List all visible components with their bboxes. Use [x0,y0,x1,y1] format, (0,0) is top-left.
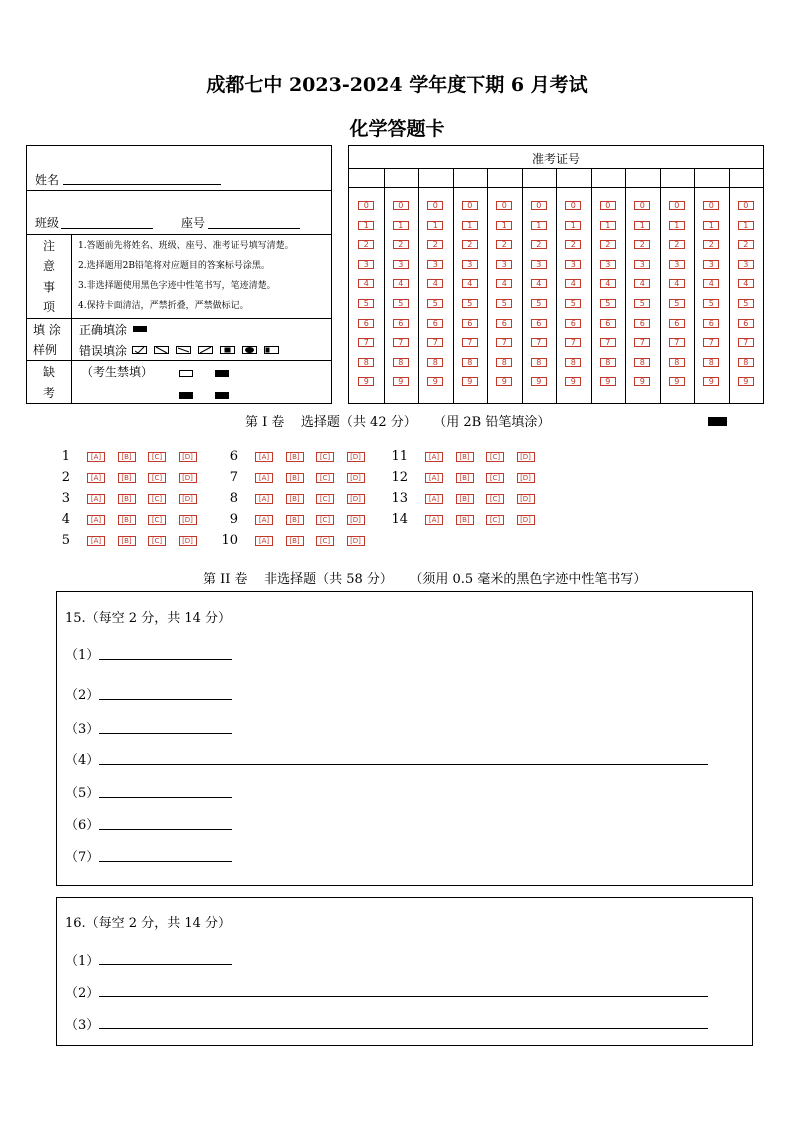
exam-id-digit-bubble[interactable]: 0 [565,201,581,210]
exam-id-digit-bubble[interactable]: 8 [427,358,443,367]
answer-bubble-d[interactable]: [D] [517,452,535,462]
exam-id-grid [349,168,763,403]
sample-title-1: 填 涂 [33,323,61,337]
wrong-mark-check [133,347,147,354]
exam-id-digit-bubble[interactable]: 0 [738,201,754,210]
exam-id-digit-bubble[interactable]: 0 [669,201,685,210]
exam-id-digit-bubble[interactable]: 1 [427,221,443,230]
exam-id-digit-bubble[interactable]: 4 [565,279,581,288]
exam-id-digit-bubble[interactable]: 0 [358,201,374,210]
exam-id-digit-bubble[interactable]: 3 [669,260,685,269]
exam-id-digit-bubble[interactable]: 0 [703,201,719,210]
answer-bubble-a[interactable]: [A] [87,473,105,483]
notes-title-char: 项 [43,300,56,314]
exam-id-write-cell[interactable] [453,168,488,188]
exam-id-digit-bubble[interactable]: 6 [669,319,685,328]
name-label: 姓名 [35,173,60,187]
q15-part-label: （1） [65,648,100,663]
exam-id-column-divider [418,188,419,403]
question-number: 9 [229,512,238,527]
q16-answer-line[interactable] [99,964,232,965]
exam-id-digit-bubble[interactable]: 6 [358,319,374,328]
exam-id-digit-bubble[interactable]: 4 [358,279,374,288]
exam-id-digit-bubble[interactable]: 9 [669,377,685,386]
answer-bubble-a[interactable]: [A] [425,515,443,525]
sample-title-2: 样例 [33,343,58,357]
note-item: 2.选择题用2B铅笔将对应题目的答案标号涂黑。 [78,261,270,271]
answer-bubble-b[interactable]: [B] [118,452,136,462]
absent-row [27,360,331,403]
exam-id-digit-bubble[interactable]: 5 [393,299,409,308]
exam-id-digit-bubble[interactable]: 8 [496,358,512,367]
answer-bubble-b[interactable]: [B] [286,473,304,483]
answer-bubble-d[interactable]: [D] [179,473,197,483]
q16-answer-line[interactable] [99,1028,708,1029]
exam-id-digit-bubble[interactable]: 3 [393,260,409,269]
answer-bubble-d[interactable]: [D] [347,515,365,525]
exam-id-box [348,145,764,404]
exam-id-digit-bubble[interactable]: 9 [738,377,754,386]
notes-row [27,234,331,319]
exam-id-digit-bubble[interactable]: 8 [634,358,650,367]
exam-id-digit-bubble[interactable]: 3 [496,260,512,269]
q15-answer-box [56,591,753,886]
class-label: 班级 [35,216,60,230]
exam-id-digit-bubble[interactable]: 2 [496,240,512,249]
answer-bubble-d[interactable]: [D] [179,536,197,546]
absent-note: （考生禁填） [81,365,154,379]
answer-bubble-a[interactable]: [A] [87,452,105,462]
answer-bubble-d[interactable]: [D] [179,452,197,462]
question-number: 3 [61,491,70,506]
q16-part-label: （1） [65,954,100,969]
exam-id-digit-bubble[interactable]: 6 [462,319,478,328]
exam-id-digit-bubble[interactable]: 5 [358,299,374,308]
question-number: 10 [221,533,238,548]
exam-id-digit-bubble[interactable]: 6 [703,319,719,328]
answer-bubble-b[interactable]: [B] [286,494,304,504]
section1-marker [708,417,727,426]
answer-bubble-c[interactable]: [C] [148,473,166,483]
q15-answer-line[interactable] [99,797,232,798]
answer-bubble-c[interactable]: [C] [486,515,504,525]
notes-title-char: 注 [43,239,56,253]
answer-bubble-d[interactable]: [D] [179,515,197,525]
answer-bubble-b[interactable]: [B] [456,473,474,483]
absent-marker [179,392,193,399]
exam-id-digit-bubble[interactable]: 3 [703,260,719,269]
exam-id-digit-bubble[interactable]: 1 [634,221,650,230]
exam-id-digit-bubble[interactable]: 1 [462,221,478,230]
exam-id-digit-bubble[interactable]: 4 [703,279,719,288]
wrong-fill-samples [132,345,302,355]
absent-title-char: 缺 [43,365,56,379]
exam-id-digit-bubble[interactable]: 4 [669,279,685,288]
absent-title-cell [27,360,72,403]
name-row [27,146,331,191]
exam-id-digit-bubble[interactable]: 0 [600,201,616,210]
answer-bubble-a[interactable]: [A] [255,452,273,462]
answer-bubble-a[interactable]: [A] [255,515,273,525]
exam-id-digit-bubble[interactable]: 9 [703,377,719,386]
q16-part-label: （2） [65,986,100,1001]
question-number: 11 [391,449,408,464]
q15-answer-line[interactable] [99,829,232,830]
absent-marker [215,392,229,399]
exam-id-digit-bubble[interactable]: 5 [531,299,547,308]
answer-bubble-b[interactable]: [B] [286,515,304,525]
exam-id-digit-bubble[interactable]: 0 [462,201,478,210]
answer-bubble-c[interactable]: [C] [316,515,334,525]
exam-id-digit-bubble[interactable]: 7 [565,338,581,347]
answer-bubble-b[interactable]: [B] [286,536,304,546]
question-number: 5 [61,533,70,548]
class-field[interactable] [61,228,153,229]
exam-id-digit-bubble[interactable]: 2 [531,240,547,249]
exam-id-digit-bubble[interactable]: 3 [634,260,650,269]
answer-bubble-c[interactable]: [C] [148,536,166,546]
exam-id-digit-bubble[interactable]: 5 [600,299,616,308]
answer-bubble-c[interactable]: [C] [316,473,334,483]
answer-bubble-b[interactable]: [B] [118,494,136,504]
exam-id-write-cell[interactable] [522,168,557,188]
exam-id-digit-bubble[interactable]: 2 [565,240,581,249]
exam-id-digit-bubble[interactable]: 5 [738,299,754,308]
notes-title-char: 意 [43,259,56,273]
answer-bubble-c[interactable]: [C] [486,473,504,483]
exam-id-write-cell[interactable] [694,168,729,188]
exam-id-digit-bubble[interactable]: 6 [565,319,581,328]
exam-id-digit-bubble[interactable]: 2 [462,240,478,249]
answer-bubble-b[interactable]: [B] [456,515,474,525]
section2-title: 第 II 卷 非选择题（共 58 分） （须用 0.5 毫米的黑色字迹中性笔书写） [203,572,647,587]
seat-label: 座号 [181,216,206,230]
exam-id-digit-bubble[interactable]: 1 [703,221,719,230]
answer-bubble-a[interactable]: [A] [87,494,105,504]
q15-part-label: （4） [65,753,100,768]
absent-fill-box[interactable] [179,370,193,377]
q16-answer-box [56,897,753,1046]
absent-title-char: 考 [43,386,56,400]
exam-id-digit-bubble[interactable]: 1 [358,221,374,230]
question-number: 7 [229,470,238,485]
q15-answer-line[interactable] [99,699,232,700]
exam-id-digit-bubble[interactable]: 2 [634,240,650,249]
exam-id-column-divider [556,188,557,403]
answer-bubble-d[interactable]: [D] [517,494,535,504]
section1-title: 第 I 卷 选择题（共 42 分） （用 2B 铅笔填涂） [245,415,551,430]
answer-bubble-a[interactable]: [A] [255,494,273,504]
exam-id-column-divider [453,188,454,403]
exam-id-digit-bubble[interactable]: 0 [427,201,443,210]
exam-id-digit-bubble[interactable]: 6 [634,319,650,328]
exam-id-digit-bubble[interactable]: 2 [669,240,685,249]
exam-id-digit-bubble[interactable]: 4 [600,279,616,288]
q15-part-label: （5） [65,786,100,801]
exam-id-digit-bubble[interactable]: 9 [531,377,547,386]
question-number: 1 [61,449,70,464]
exam-id-digit-bubble[interactable]: 3 [565,260,581,269]
q16-part-label: （3） [65,1018,100,1033]
answer-bubble-c[interactable]: [C] [316,452,334,462]
exam-id-digit-bubble[interactable]: 1 [738,221,754,230]
q15-answer-line[interactable] [99,733,232,734]
exam-id-digit-bubble[interactable]: 1 [531,221,547,230]
answer-bubble-a[interactable]: [A] [255,536,273,546]
exam-id-digit-bubble[interactable]: 4 [496,279,512,288]
exam-id-digit-bubble[interactable]: 9 [496,377,512,386]
exam-id-digit-bubble[interactable]: 2 [393,240,409,249]
q16-header: 16.（每空 2 分，共 14 分） [65,916,232,931]
exam-id-digit-bubble[interactable]: 9 [393,377,409,386]
answer-bubble-d[interactable]: [D] [347,536,365,546]
exam-id-column-divider [729,188,730,403]
exam-id-digit-bubble[interactable]: 7 [669,338,685,347]
question-number: 8 [229,491,238,506]
exam-id-digit-bubble[interactable]: 6 [600,319,616,328]
exam-id-write-cell[interactable] [556,168,591,188]
note-item: 4.保持卡面清洁，严禁折叠，严禁做标记。 [78,301,249,311]
exam-id-digit-bubble[interactable]: 7 [358,338,374,347]
answer-bubble-a[interactable]: [A] [87,536,105,546]
exam-id-digit-bubble[interactable]: 2 [427,240,443,249]
exam-id-digit-bubble[interactable]: 1 [669,221,685,230]
answer-bubble-a[interactable]: [A] [425,473,443,483]
answer-bubble-a[interactable]: [A] [425,494,443,504]
exam-id-digit-bubble[interactable]: 5 [427,299,443,308]
exam-id-digit-bubble[interactable]: 1 [600,221,616,230]
answer-bubble-c[interactable]: [C] [148,494,166,504]
exam-id-digit-bubble[interactable]: 0 [634,201,650,210]
exam-id-digit-bubble[interactable]: 0 [393,201,409,210]
exam-id-column-divider [694,188,695,403]
page-title: 成都七中 2023-2024 学年度下期 6 月考试 [206,74,588,96]
exam-id-digit-bubble[interactable]: 5 [565,299,581,308]
answer-bubble-d[interactable]: [D] [347,473,365,483]
exam-id-label: 准考证号 [531,152,580,166]
note-item: 3.非选择题使用黑色字迹中性笔书写，笔迹清楚。 [78,281,276,291]
exam-id-digit-bubble[interactable]: 3 [427,260,443,269]
exam-id-digit-bubble[interactable]: 8 [462,358,478,367]
seat-field[interactable] [208,228,300,229]
exam-id-digit-bubble[interactable]: 7 [496,338,512,347]
exam-id-digit-bubble[interactable]: 4 [462,279,478,288]
exam-id-digit-bubble[interactable]: 0 [531,201,547,210]
name-field[interactable] [63,184,221,185]
question-number: 2 [61,470,70,485]
exam-id-write-cell[interactable] [418,168,453,188]
exam-id-write-cell[interactable] [591,168,626,188]
q16-answer-line[interactable] [99,996,708,997]
exam-id-digit-bubble[interactable]: 4 [738,279,754,288]
exam-id-digit-bubble[interactable]: 4 [531,279,547,288]
exam-id-digit-bubble[interactable]: 9 [565,377,581,386]
answer-bubble-a[interactable]: [A] [87,515,105,525]
exam-id-digit-bubble[interactable]: 4 [427,279,443,288]
answer-bubble-b[interactable]: [B] [118,473,136,483]
answer-bubble-d[interactable]: [D] [517,473,535,483]
exam-id-write-cell[interactable] [384,168,419,188]
exam-id-write-cell[interactable] [487,168,522,188]
answer-bubble-b[interactable]: [B] [456,452,474,462]
class-seat-row [27,190,331,235]
exam-id-digit-bubble[interactable]: 1 [393,221,409,230]
exam-id-digit-bubble[interactable]: 4 [393,279,409,288]
exam-id-digit-bubble[interactable]: 9 [600,377,616,386]
answer-bubble-d[interactable]: [D] [179,494,197,504]
exam-id-digit-bubble[interactable]: 8 [531,358,547,367]
exam-id-digit-bubble[interactable]: 8 [565,358,581,367]
exam-id-digit-bubble[interactable]: 5 [669,299,685,308]
exam-id-column-divider [487,188,488,403]
exam-id-digit-bubble[interactable]: 2 [600,240,616,249]
exam-id-digit-bubble[interactable]: 5 [462,299,478,308]
exam-id-digit-bubble[interactable]: 2 [358,240,374,249]
answer-bubble-c[interactable]: [C] [486,494,504,504]
correct-fill-label: 正确填涂 [79,323,128,337]
exam-id-digit-bubble[interactable]: 7 [634,338,650,347]
exam-id-digit-bubble[interactable]: 6 [496,319,512,328]
exam-id-digit-bubble[interactable]: 0 [496,201,512,210]
answer-bubble-d[interactable]: [D] [347,452,365,462]
page-subtitle: 化学答题卡 [349,118,445,140]
note-item: 1.答题前先将姓名、班级、座号、准考证号填写清楚。 [78,241,294,251]
exam-id-digit-bubble[interactable]: 7 [600,338,616,347]
sample-title-cell [27,318,72,360]
exam-id-digit-bubble[interactable]: 9 [634,377,650,386]
exam-id-digit-bubble[interactable]: 8 [358,358,374,367]
q15-part-label: （3） [65,722,100,737]
exam-id-digit-bubble[interactable]: 7 [738,338,754,347]
exam-id-write-cell[interactable] [729,168,764,188]
answer-bubble-d[interactable]: [D] [517,515,535,525]
exam-id-digit-bubble[interactable]: 6 [738,319,754,328]
exam-id-digit-bubble[interactable]: 2 [738,240,754,249]
exam-id-write-cell[interactable] [660,168,695,188]
question-number: 4 [61,512,70,527]
exam-id-digit-bubble[interactable]: 8 [738,358,754,367]
fill-sample-row [27,318,331,361]
exam-id-digit-bubble[interactable]: 7 [393,338,409,347]
q15-part-label: （2） [65,688,100,703]
exam-id-column-divider [384,188,385,403]
exam-id-digit-bubble[interactable]: 3 [531,260,547,269]
exam-id-digit-bubble[interactable]: 8 [393,358,409,367]
q15-header: 15.（每空 2 分，共 14 分） [65,611,232,626]
exam-id-digit-bubble[interactable]: 9 [427,377,443,386]
q15-answer-line[interactable] [99,764,708,765]
answer-bubble-c[interactable]: [C] [316,536,334,546]
exam-id-digit-bubble[interactable]: 3 [358,260,374,269]
exam-id-write-cell[interactable] [625,168,660,188]
answer-bubble-b[interactable]: [B] [118,536,136,546]
q15-part-label: （7） [65,850,100,865]
exam-id-digit-bubble[interactable]: 8 [703,358,719,367]
notes-title-char: 事 [43,280,56,294]
exam-id-digit-bubble[interactable]: 5 [634,299,650,308]
answer-bubble-c[interactable]: [C] [148,452,166,462]
wrong-fill-label: 错误填涂 [79,344,128,358]
exam-id-digit-bubble[interactable]: 9 [358,377,374,386]
exam-id-digit-bubble[interactable]: 5 [496,299,512,308]
exam-id-digit-bubble[interactable]: 8 [600,358,616,367]
answer-bubble-c[interactable]: [C] [316,494,334,504]
answer-bubble-c[interactable]: [C] [148,515,166,525]
correct-fill-mark [133,326,147,332]
answer-bubble-d[interactable]: [D] [347,494,365,504]
exam-id-digit-bubble[interactable]: 7 [703,338,719,347]
answer-bubble-b[interactable]: [B] [456,494,474,504]
exam-id-digit-bubble[interactable]: 9 [462,377,478,386]
question-number: 14 [391,512,408,527]
exam-id-digit-bubble[interactable]: 7 [462,338,478,347]
answer-bubble-a[interactable]: [A] [255,473,273,483]
student-info-box [26,145,332,404]
q15-answer-line[interactable] [99,659,232,660]
exam-id-digit-bubble[interactable]: 4 [634,279,650,288]
exam-id-digit-bubble[interactable]: 3 [738,260,754,269]
exam-id-write-cell[interactable] [349,168,384,188]
exam-id-digit-bubble[interactable]: 1 [565,221,581,230]
notes-title-cell [27,234,72,318]
answer-bubble-b[interactable]: [B] [118,515,136,525]
absent-marker [215,370,229,377]
exam-id-digit-bubble[interactable]: 6 [393,319,409,328]
exam-id-column-divider [660,188,661,403]
exam-id-column-divider [591,188,592,403]
answer-bubble-b[interactable]: [B] [286,452,304,462]
question-number: 12 [391,470,408,485]
exam-id-digit-bubble[interactable]: 3 [600,260,616,269]
exam-id-digit-bubble[interactable]: 8 [669,358,685,367]
q15-answer-line[interactable] [99,861,232,862]
answer-bubble-c[interactable]: [C] [486,452,504,462]
exam-id-digit-bubble[interactable]: 2 [703,240,719,249]
exam-id-digit-bubble[interactable]: 3 [462,260,478,269]
exam-id-digit-bubble[interactable]: 5 [703,299,719,308]
exam-id-digit-bubble[interactable]: 1 [496,221,512,230]
question-number: 6 [229,449,238,464]
exam-id-column-divider [625,188,626,403]
q15-part-label: （6） [65,818,100,833]
exam-id-digit-bubble[interactable]: 6 [427,319,443,328]
exam-id-digit-bubble[interactable]: 7 [427,338,443,347]
answer-bubble-a[interactable]: [A] [425,452,443,462]
exam-id-digit-bubble[interactable]: 6 [531,319,547,328]
question-number: 13 [391,491,408,506]
exam-id-digit-bubble[interactable]: 7 [531,338,547,347]
exam-id-column-divider [522,188,523,403]
